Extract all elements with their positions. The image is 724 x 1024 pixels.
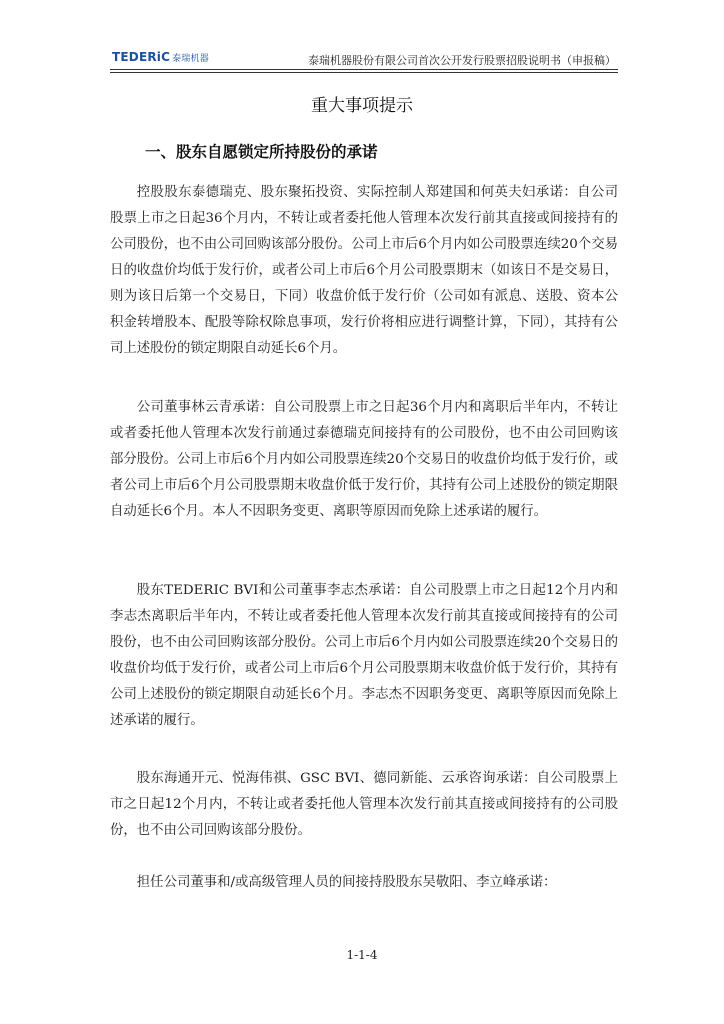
paragraph-controlling-shareholder: 控股股东泰德瑞克、股东聚拓投资、实际控制人郑建国和何英夫妇承诺：自公司股票上市之日起36个月内，不转让或者委托他人管理本次发行前其直接或间接持有的公司股份，也不由公司回购该部分股份。公司上市后6个月内如公司股票连续20个交易日的收盘价均低于发行价，或者公司上市后6个月公司股票期末（如该日不是交易日，则为该日后第一个交易日，下同）收盘价低于发行价（公司如有派息、送股、资本公积金转增股本、配股等除权除息事项，发行价将相应进行调整计算，下同），其持有公司上述股份的锁定期限自动延长6个月。 xyxy=(110,185,618,356)
company-logo xyxy=(112,50,209,64)
section-heading: 一、股东自愿锁定所持股份的承诺 xyxy=(145,143,378,161)
header-rule-thin xyxy=(110,72,618,73)
header-doc-name: 泰瑞机器股份有限公司首次公开发行股票招股说明书（申报稿） xyxy=(308,54,616,67)
header-rule-thick xyxy=(110,69,618,70)
paragraph-other-shareholders: 股东海通开元、悦海伟祺、GSC BVI、德同新能、云承咨询承诺：自公司股票上市之日起12个月内，不转让或者委托他人管理本次发行前其直接或间接持有的公司股份，也不由公司回购该部分股份。 xyxy=(110,771,618,838)
page-title: 重大事项提示 xyxy=(311,96,413,116)
paragraph-indirect-holders: 担任公司董事和/或高级管理人员的间接持股股东吴敬阳、李立峰承诺： xyxy=(136,875,557,890)
page-header xyxy=(110,50,618,72)
paragraph-director-lin: 公司董事林云青承诺：自公司股票上市之日起36个月内和离职后半年内，不转让或者委托他人管理本次发行前通过泰德瑞克间接持有的公司股份，也不由公司回购该部分股份。公司上市后6个月内如公司股票连续20个交易日的收盘价均低于发行价，或者公司上市后6个月公司股票期末收盘价低于发行价，其持有公司上述股份的锁定期限自动延长6个月。本人不因职务变更、离职等原因而免除上述承诺的履行。 xyxy=(110,400,618,519)
page-number: 1-1-4 xyxy=(346,948,378,962)
paragraph-tederic-bvi: 股东TEDERIC BVI和公司董事李志杰承诺：自公司股票上市之日起12个月内和李志杰离职后半年内，不转让或者委托他人管理本次发行前其直接或间接持有的公司股份，也不由公司回购该部分股份。公司上市后6个月内如公司股票连续20个交易日的收盘价均低于发行价，或者公司上市后6个月公司股票期末收盘价低于发行价，其持有公司上述股份的锁定期限自动延长6个月。李志杰不因职务变更、离职等原因而免除上述承诺的履行。 xyxy=(110,583,618,728)
logo-text: TEDERiC xyxy=(112,50,171,64)
logo-cn-text: 泰瑞机器 xyxy=(172,54,209,64)
